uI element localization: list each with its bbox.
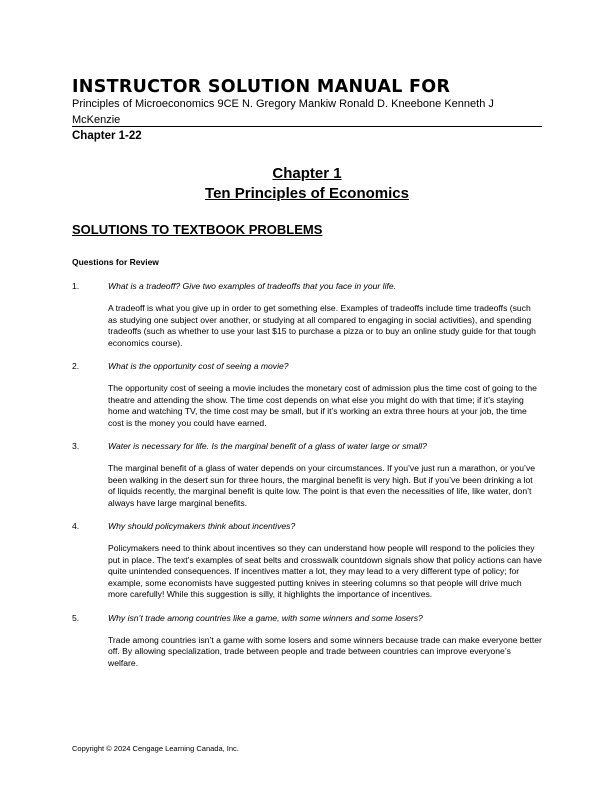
question-text: Water is necessary for life. Is the marginal benefit of a glass of water large or small? bbox=[108, 441, 427, 451]
chapter-heading bbox=[72, 164, 542, 204]
question-list bbox=[72, 281, 542, 669]
question-item bbox=[72, 521, 542, 601]
answer-text: Trade among countries isn’t a game with some losers and some winners because trade can make everyone better off. By allowing specialization, trade between people and trade between countries can improve everyone’s welfare. bbox=[108, 634, 542, 668]
question-text: Why isn’t trade among countries like a game, with some winners and some losers? bbox=[108, 612, 423, 623]
section-heading: SOLUTIONS TO TEXTBOOK PROBLEMS bbox=[72, 222, 323, 237]
manual-title: INSTRUCTOR SOLUTION MANUAL FOR bbox=[72, 77, 451, 97]
question-number: 3. bbox=[72, 441, 80, 451]
answer-text: The opportunity cost of seeing a movie includes the monetary cost of admission plus the time cost of going to the theatre and attending the show. The time cost depends on what else you might do with that time; if it’s staying home and watching TV, the time cost may be small, but if it’s working an extra three hours at your job, the time cost is the money you could have earned. bbox=[108, 383, 537, 428]
copyright-footer: Copyright © 2024 Cengage Learning Canada, Inc. bbox=[72, 744, 239, 753]
question-text: What is the opportunity cost of seeing a movie? bbox=[108, 361, 289, 371]
question-number: 4. bbox=[72, 521, 80, 531]
chapter-range: Chapter 1-22 bbox=[72, 130, 142, 142]
answer-text: The marginal benefit of a glass of water depends on your circumstances. If you’ve just run a marathon, or you’ve been walking in the desert sun for three hours, the marginal benefit is very high. But if you’ve been drinking a lot of liquids recently, the marginal benefit is quite low. The point is that even the necessities of life, like water, don’t always have large marginal benefits. bbox=[108, 463, 536, 508]
book-subtitle: Principles of Microeconomics 9CE N. Gregory Mankiw Ronald D. Kneebone Kenneth J McKenzie bbox=[72, 98, 494, 126]
question-text: Why should policymakers think about incentives? bbox=[108, 521, 296, 531]
answer-text: Policymakers need to think about incentives so they can understand how people will respond to the policies they put in place. The text’s examples of seat belts and crosswalk countdown signals show that policy actions can have quite unintended consequences. If incentives matter a lot, they may lead to a very different type of policy; for example, some economists have suggested putting knives in steering columns so that people will drive much more carefully! While this suggestion is silly, it highlights the importance of incentives. bbox=[108, 543, 542, 599]
question-item bbox=[72, 613, 542, 670]
question-text: What is a tradeoff? Give two examples of tradeoffs that you face in your life. bbox=[108, 281, 397, 291]
question-item bbox=[72, 361, 542, 429]
question-item bbox=[72, 281, 542, 349]
question-item bbox=[72, 441, 542, 509]
question-number: 1. bbox=[72, 281, 80, 291]
answer-text: A tradeoff is what you give up in order to get something else. Examples of tradeoffs include time tradeoffs (such as studying one subject over another, or studying at all compared to engaging in social activities), and spending tradeoffs (such as whether to use your last $15 to purchase a pizza or to buy an online study guide for that tough economics course). bbox=[108, 303, 536, 348]
chapter-number: Chapter 1 bbox=[272, 165, 342, 182]
question-number: 5. bbox=[72, 612, 80, 623]
chapter-title: Ten Principles of Economics bbox=[205, 185, 409, 202]
header-divider bbox=[72, 126, 542, 127]
subsection-heading: Questions for Review bbox=[72, 257, 159, 267]
question-number: 2. bbox=[72, 361, 80, 371]
